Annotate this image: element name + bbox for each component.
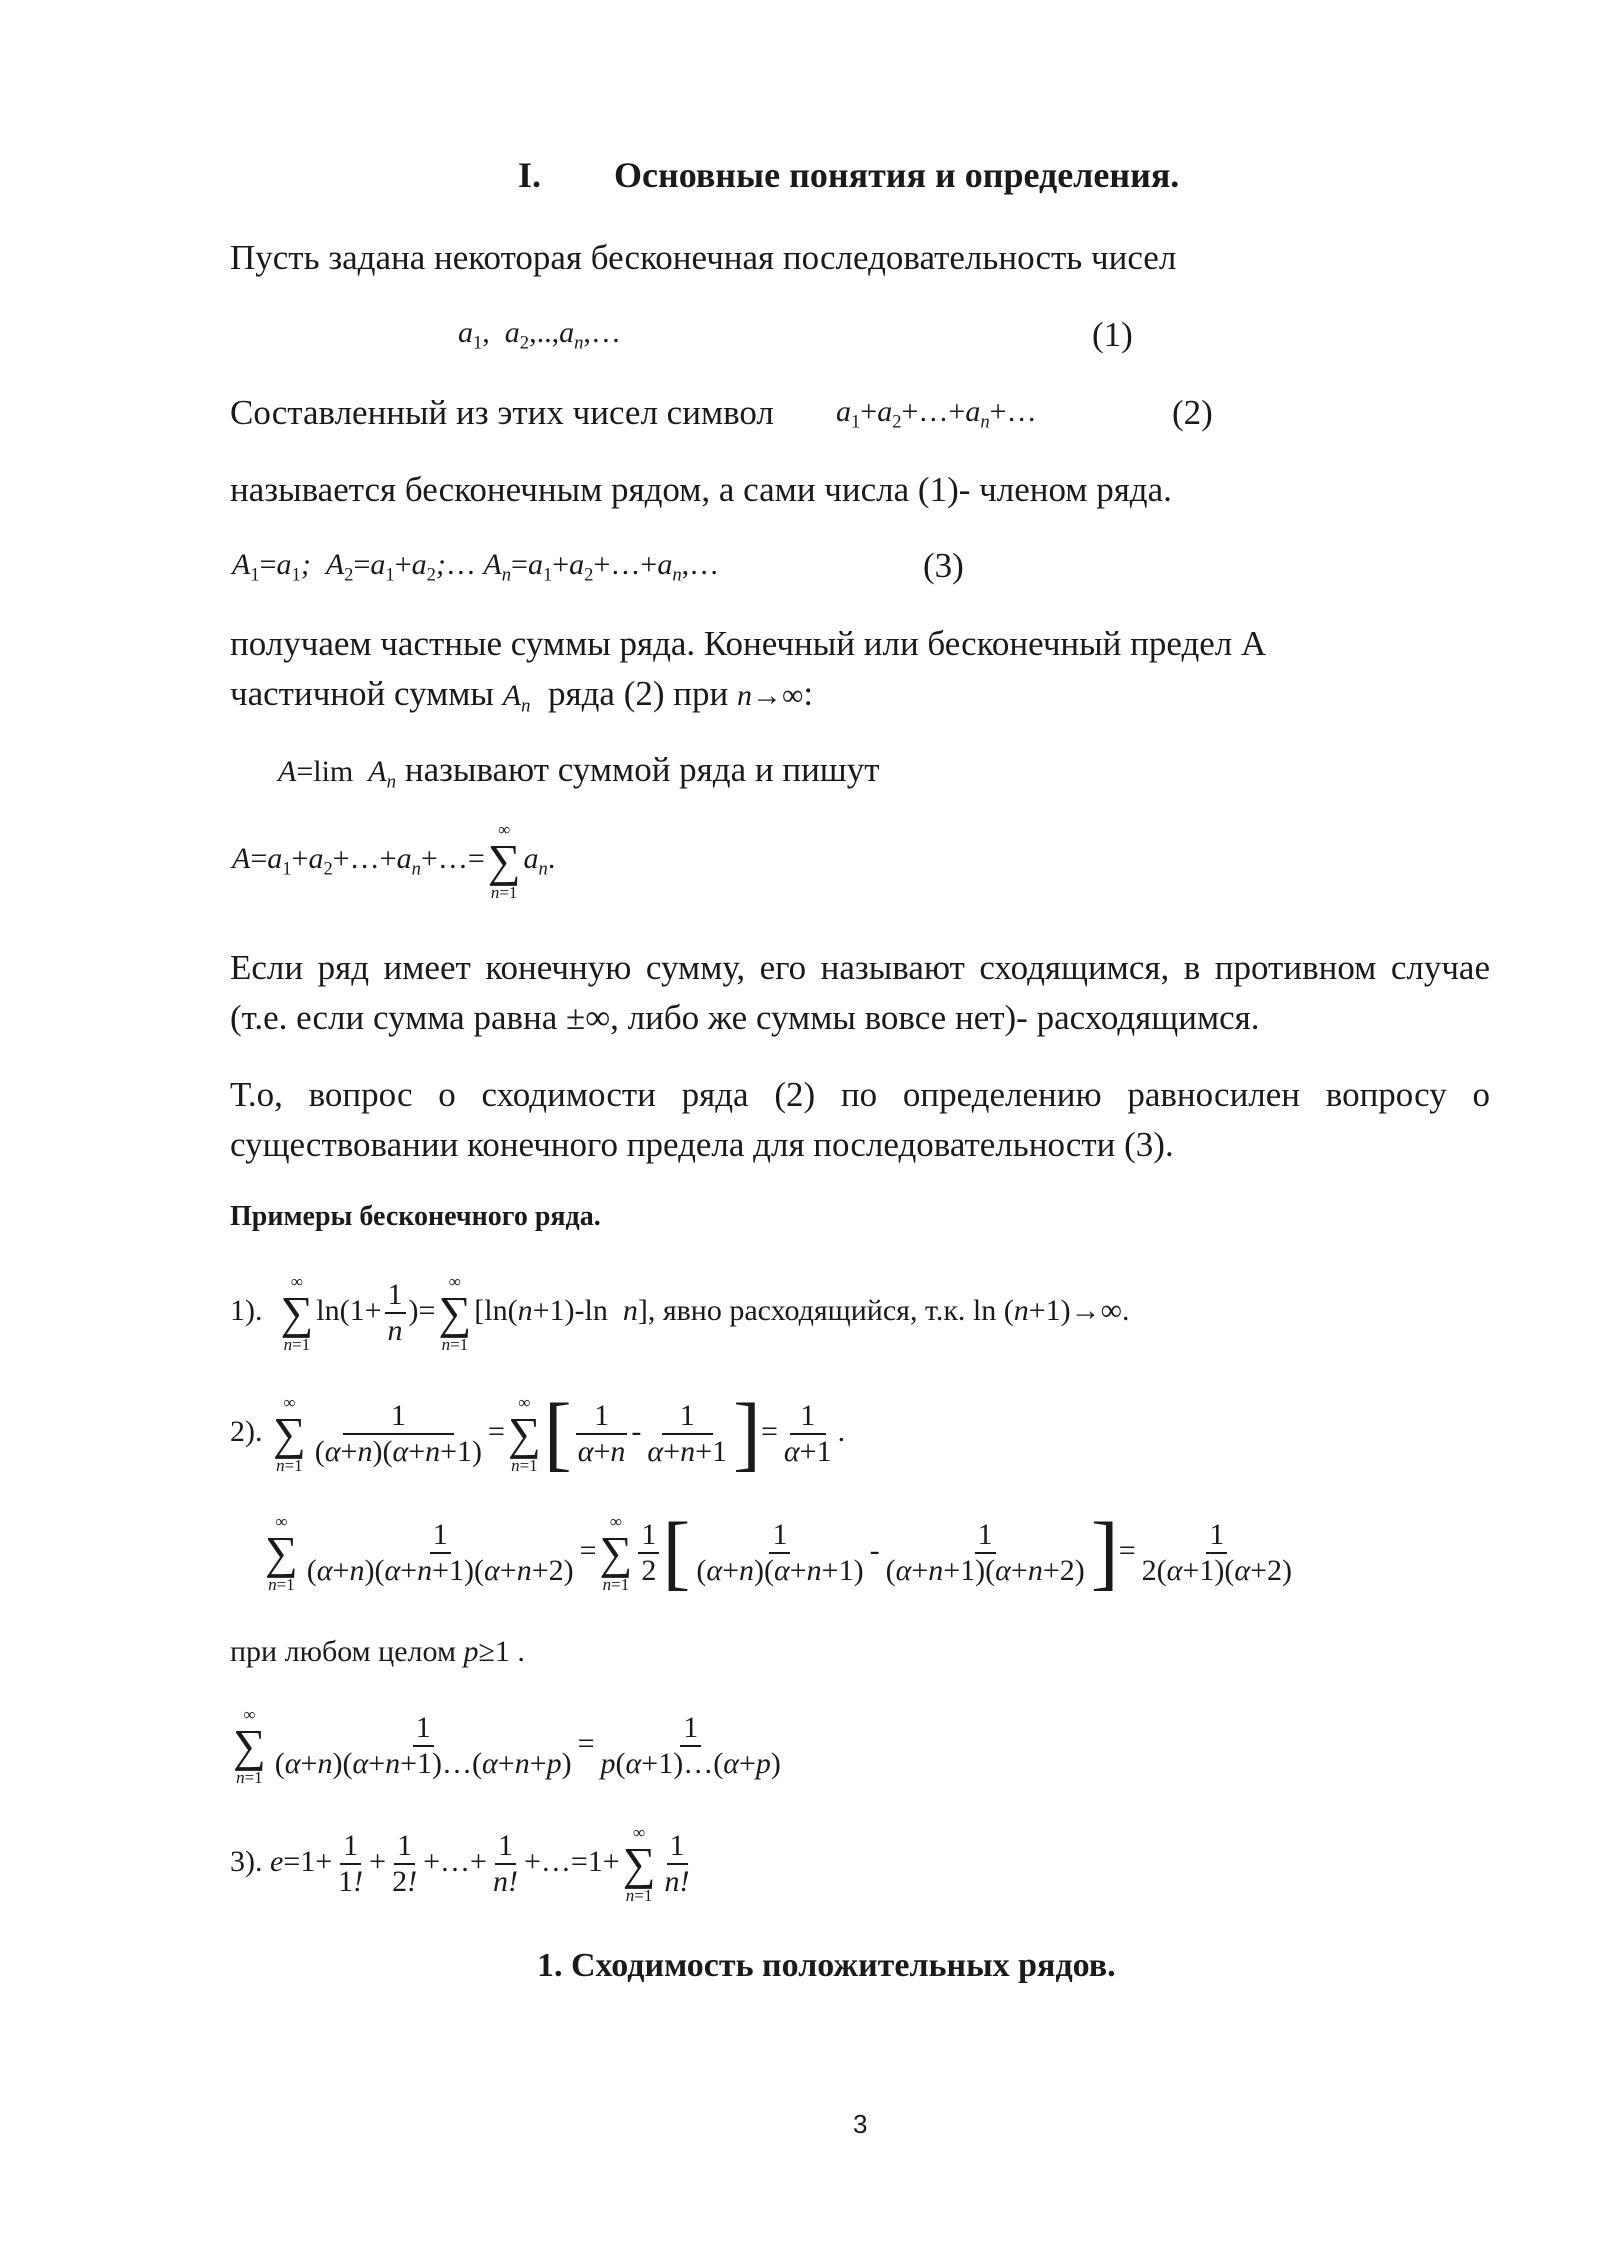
example-1-text: , явно расходящийся, т.к.: [647, 1293, 966, 1327]
paragraph-5: A=lim $A_n$ называют суммой ряда и пишут: [278, 750, 880, 793]
example-1-label: 1).: [230, 1293, 263, 1327]
equation-2-number: (2): [1172, 393, 1213, 432]
equation-1: $a_1$, $a_2,..,a_n,\dots$: [458, 316, 621, 354]
example-3-label: 3).: [230, 1844, 263, 1878]
heading-title: Основные понятия и определения.: [614, 155, 1180, 195]
example-2-label: 2).: [230, 1414, 263, 1448]
any-integer-p: при любом целом p≥1 .: [230, 1635, 525, 1668]
heading: [518, 154, 1179, 196]
equation-3: $A_1=a_1$; $A_2=a_1+a_2;\dots$ $A_n=a_1+a_2+\dots+a_n,\dots$: [232, 548, 720, 586]
heading-number: I.: [518, 155, 542, 195]
any-integer-p-text: при любом целом: [230, 1635, 456, 1668]
paragraph-3: называется бесконечным рядом, а сами числа (1)- членом ряда.: [230, 470, 1172, 509]
paragraph-4b: частичной суммы An ряда (2) при n→∞:: [230, 674, 814, 717]
example-2-formula-2: ∞ ∑ n=1 $\frac{1}{(\alpha+n)(\alpha+n+1)(\alpha+n+2)}$ = ∞ ∑ n=1 $\frac{1}{2}$ [ $\frac{1}{(\alpha+n)(\alpha+n+1)}$ - $\frac{1}{(\alpha+n+1)(\alpha+n+2)}$ ]= $\frac{1}{2(\alpha+1)(\alpha+2)}$: [265, 1506, 1292, 1599]
paragraph-6: Если ряд имеет конечную сумму, его называют сходящимся, в противном случае (т.е. если сумма равна ±∞, либо же суммы вовсе нет)- расходящимся.: [230, 948, 1490, 1037]
paragraph-4b-text-1: частичной суммы: [230, 674, 494, 713]
paragraph-7: Т.о, вопрос о сходимости ряда (2) по определению равносилен вопросу о существовании конечного предела для последовательности (3).: [230, 1075, 1490, 1164]
examples-title: Примеры бесконечного ряда.: [230, 1201, 601, 1232]
paragraph-5-text: называют суммой ряда и пишут: [404, 750, 880, 789]
example-2: 2). ∞ ∑ n=1 $\frac{1}{(\alpha+n)(\alpha+n+1)}$ = ∞ ∑ n=1 [ $\frac{1}{\alpha+n}$ - $\frac{1}{\alpha+n+1}$ ]= $\frac{1}{\alpha+1}$ .: [230, 1387, 846, 1480]
paragraph-1: Пусть задана некоторая бесконечная последовательность чисел: [230, 238, 1177, 277]
paragraph-4b-text-2: ряда (2) при: [548, 674, 729, 713]
paragraph-4a: получаем частные суммы ряда. Конечный или бесконечный предел А: [230, 624, 1267, 663]
equation-2: $a_1+a_2+\dots+a_n+\dots$: [836, 395, 1037, 433]
equation-1-number: (1): [1092, 315, 1133, 354]
general-formula: ∞ ∑ n=1 $\frac{1}{(\alpha+n)(\alpha+n+1)\dots(\alpha+n+p)}$ = $\frac{1}{p(\alpha+1)\dots(\alpha+p)}$: [233, 1705, 781, 1787]
example-3: 3). e=1+ $\frac{1}{1!}$ + $\frac{1}{2!}$ +…+ $\frac{1}{n!}$ +…=1+ ∞ ∑ n=1 $\frac{1}{n!}$: [230, 1823, 690, 1905]
sum-formula: $A=a_1+a_2+\dots+a_n+\dots=$ ∞ ∑ n=1 $a_n$.: [232, 820, 556, 902]
page-number: 3: [853, 2109, 868, 2139]
paragraph-2: Составленный из этих чисел символ: [230, 393, 774, 432]
section-1-heading: 1. Сходимость положительных рядов.: [537, 1947, 1116, 1984]
example-1: 1). ∞ ∑ n=1 ln(1+ $\frac{1}{n}$ )= ∞ ∑ n=1 [ln(n+1)-ln n], явно расходящийся, т.к. ln (n+1)→∞.: [230, 1272, 1130, 1354]
equation-3-number: (3): [923, 546, 964, 585]
